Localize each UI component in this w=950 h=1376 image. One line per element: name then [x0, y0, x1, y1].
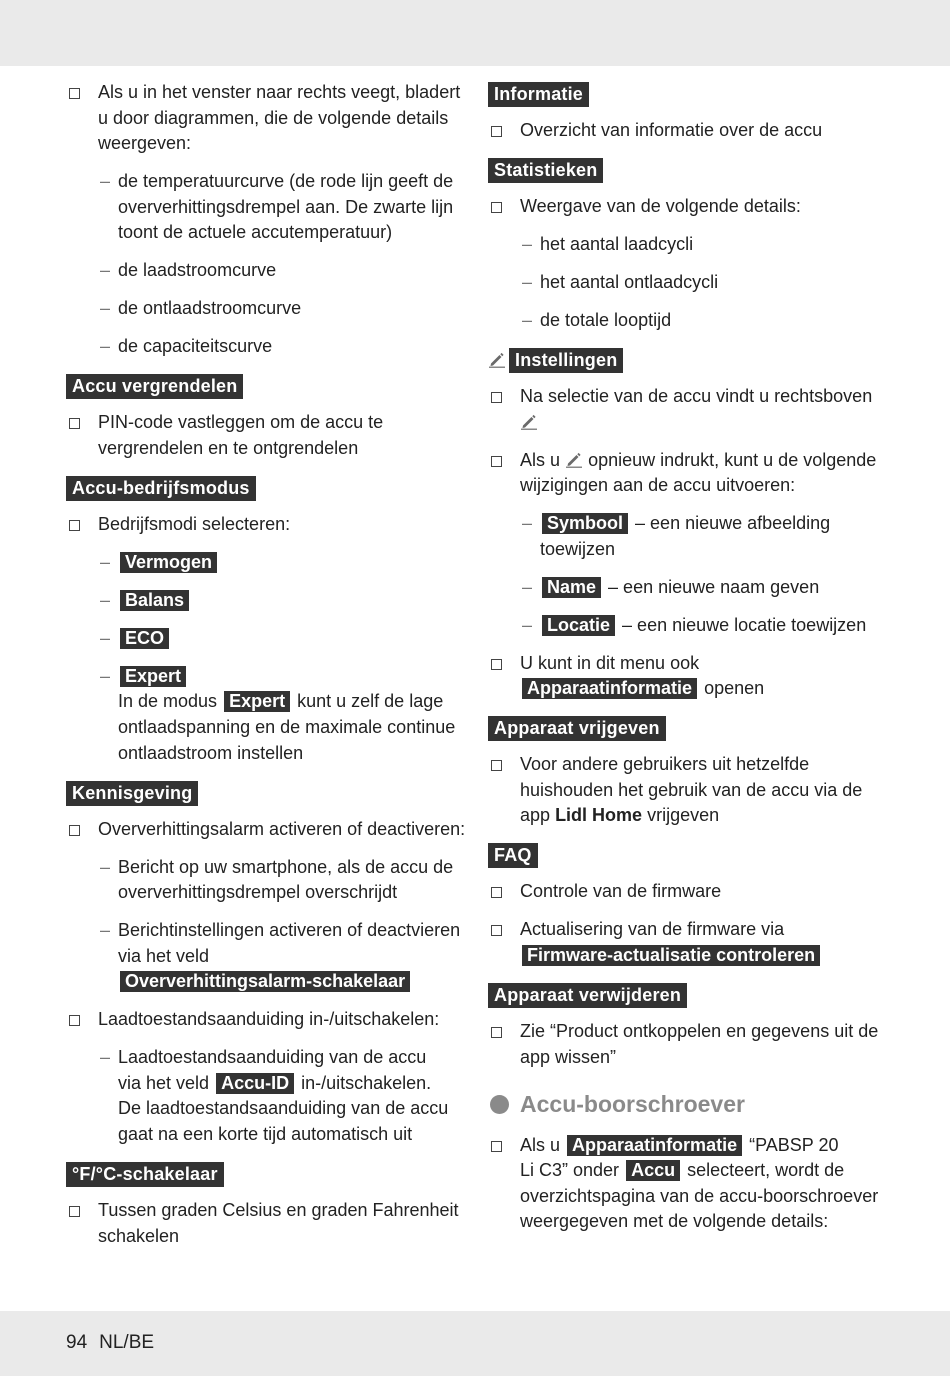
left-column — [66, 80, 466, 1262]
sub-item — [488, 308, 888, 334]
list-item — [488, 194, 888, 220]
text-line: schakelen — [98, 1225, 180, 1246]
text-line: de laadstroomcurve — [118, 260, 277, 281]
inline-tag-expert: Expert — [224, 691, 290, 712]
sub-item — [66, 169, 466, 246]
text-fragment: Als u — [520, 1134, 561, 1155]
list-item — [66, 1007, 466, 1033]
checkbox-bullet-icon — [491, 1027, 502, 1038]
text-line: toont de actuele accutemperatuur) — [118, 222, 393, 243]
mode-tag-vermogen: Vermogen — [120, 552, 217, 573]
text-line: Voor andere gebruikers uit hetzelfde — [520, 754, 810, 775]
inline-tag-firmware-check: Firmware-actualisatie controleren — [522, 945, 820, 966]
checkbox-bullet-icon — [491, 1141, 502, 1152]
sub-item — [488, 613, 888, 639]
checkbox-bullet-icon — [491, 887, 502, 898]
text-fragment: opnieuw indrukt, kunt u de volgende — [588, 449, 877, 470]
text-fragment: kunt u zelf de lage — [297, 691, 444, 712]
dash-bullet: – — [522, 271, 533, 292]
checkbox-bullet-icon — [491, 202, 502, 213]
text-line: oververhittingsdrempel overschrijdt — [118, 882, 398, 903]
text-line: het aantal ontlaadcycli — [540, 271, 719, 292]
list-item — [488, 917, 888, 968]
dash-bullet: – — [100, 856, 111, 877]
text-line: toewijzen — [540, 538, 616, 559]
checkbox-bullet-icon — [69, 88, 80, 99]
list-item — [488, 879, 888, 905]
list-item — [66, 817, 466, 843]
section-header-faq: FAQ — [488, 843, 538, 868]
sub-item — [66, 296, 466, 322]
list-item — [66, 512, 466, 538]
checkbox-bullet-icon — [491, 456, 502, 467]
list-item — [488, 448, 888, 499]
checkbox-bullet-icon — [491, 392, 502, 403]
dash-bullet: – — [100, 260, 111, 281]
text-fragment: Als u — [520, 449, 561, 470]
section-header-mode: Accu-bedrijfsmodus — [66, 476, 256, 501]
text-line: ontlaadspanning en de maximale continue — [118, 717, 456, 737]
text-fragment: “PABSP 20 — [749, 1134, 839, 1155]
sub-item — [66, 855, 466, 906]
sub-item — [66, 334, 466, 360]
section-header-info: Informatie — [488, 82, 589, 107]
text-fragment: vrijgeven — [647, 805, 720, 826]
text-fragment: selecteert, wordt de — [687, 1160, 845, 1181]
section-title-text: Accu-boorschroever — [520, 1090, 745, 1117]
mode-tag-balans: Balans — [120, 590, 189, 611]
list-item — [66, 410, 466, 461]
dash-bullet: – — [100, 298, 111, 319]
text-line: Overzicht van informatie over de accu — [520, 120, 823, 140]
text-line: wijzigingen aan de accu uitvoeren: — [520, 475, 796, 496]
dash-bullet: – — [522, 233, 533, 254]
text-line: U kunt in dit menu ook — [520, 652, 700, 673]
right-column — [488, 80, 888, 1247]
list-item — [66, 1198, 466, 1249]
dash-bullet: – — [100, 665, 111, 686]
dash-bullet: – — [522, 513, 533, 534]
dash-bullet: – — [100, 1047, 111, 1068]
text-line: Oververhittingsalarm activeren of deactiveren: — [98, 818, 466, 839]
dash-bullet: – — [522, 614, 533, 635]
section-header-stats: Statistieken — [488, 158, 603, 183]
text-line: PIN-code vastleggen om de accu te — [98, 412, 384, 433]
checkbox-bullet-icon — [69, 1015, 80, 1026]
list-item — [488, 1133, 888, 1235]
list-item — [66, 80, 466, 157]
dash-bullet: – — [100, 920, 111, 941]
text-fragment: – een nieuwe afbeelding — [635, 513, 831, 534]
text-fragment: – een nieuwe naam geven — [608, 576, 820, 597]
text-line: Laadtoestandsaanduiding van de accu — [118, 1047, 427, 1068]
checkbox-bullet-icon — [69, 520, 80, 531]
pencil-icon — [488, 350, 506, 368]
text-line: Na selectie van de accu vindt u rechtsboven — [520, 385, 873, 406]
sub-item — [488, 270, 888, 296]
dash-bullet: – — [100, 171, 111, 192]
page-number: 94 — [66, 1332, 88, 1353]
list-item — [488, 651, 888, 702]
text-line: Berichtinstellingen activeren of deactvieren — [118, 920, 461, 941]
sub-item — [66, 588, 466, 614]
dash-bullet: – — [100, 627, 111, 648]
text-line: ontlaadstroom instellen — [118, 742, 304, 763]
sub-item — [66, 918, 466, 995]
checkbox-bullet-icon — [69, 825, 80, 836]
sub-item — [66, 258, 466, 284]
sub-item — [488, 232, 888, 258]
text-line: weergeven: — [98, 133, 192, 154]
text-line: Controle van de firmware — [520, 881, 722, 902]
section-header-temp-switch: °F/°C-schakelaar — [66, 1162, 224, 1187]
dash-bullet: – — [522, 309, 533, 330]
dash-bullet: – — [100, 336, 111, 357]
text-line: de ontlaadstroomcurve — [118, 298, 302, 319]
section-header-notify: Kennisgeving — [66, 781, 198, 806]
section-header-release: Apparaat vrijgeven — [488, 716, 666, 741]
section-header-lock: Accu vergrendelen — [66, 374, 243, 399]
pencil-icon — [565, 450, 583, 468]
text-line: De laadtoestandsaanduiding van de accu — [118, 1098, 449, 1119]
section-title-drill — [488, 1083, 888, 1129]
text-line: Laadtoestandsaanduiding in-/uitschakelen: — [98, 1009, 440, 1030]
sub-item — [66, 626, 466, 652]
inline-tag-accu-id: Accu-ID — [216, 1073, 294, 1094]
text-line: de temperatuurcurve (de rode lijn geeft de — [118, 171, 454, 192]
inline-tag-device-info: Apparaatinformatie — [567, 1135, 742, 1156]
inline-tag-overheat-switch: Oververhittingsalarm-schakelaar — [120, 971, 410, 992]
checkbox-bullet-icon — [491, 659, 502, 670]
section-header-remove: Apparaat verwijderen — [488, 983, 687, 1008]
list-item — [488, 384, 888, 435]
text-line: via het veld — [118, 945, 210, 966]
text-fragment: Li C3” onder — [520, 1160, 620, 1181]
checkbox-bullet-icon — [491, 925, 502, 936]
text-line: vergrendelen en te ontgrendelen — [98, 437, 359, 458]
mode-tag-eco: ECO — [120, 628, 169, 649]
sub-item — [488, 575, 888, 601]
list-item — [488, 1019, 888, 1070]
dash-bullet: – — [522, 576, 533, 597]
text-line: Als u in het venster naar rechts veegt, bladert — [98, 82, 461, 102]
inline-tag-locatie: Locatie — [542, 615, 615, 636]
header-band — [0, 0, 950, 66]
text-line: Bericht op uw smartphone, als de accu de — [118, 856, 454, 877]
text-line: gaat na een korte tijd automatisch uit — [118, 1124, 413, 1145]
dash-bullet: – — [100, 551, 111, 572]
app-name: Lidl Home — [555, 805, 643, 826]
text-fragment: via het veld — [118, 1072, 210, 1093]
text-line: Bedrijfsmodi selecteren: — [98, 513, 291, 534]
text-fragment: In de modus — [118, 691, 218, 712]
text-line: weergegeven met de volgende details: — [520, 1211, 829, 1232]
text-line: Zie “Product ontkoppelen en gegevens uit de — [520, 1020, 879, 1041]
text-line: de totale looptijd — [540, 309, 672, 330]
text-line: app wissen” — [520, 1046, 617, 1067]
checkbox-bullet-icon — [69, 1206, 80, 1217]
text-line: oververhittingsdrempel aan. De zwarte lijn — [118, 196, 454, 217]
list-item — [488, 752, 888, 829]
pencil-icon — [520, 412, 538, 430]
text-line: u door diagrammen, die de volgende details — [98, 107, 449, 128]
page-footer — [66, 1331, 154, 1355]
sub-item — [66, 550, 466, 576]
dash-bullet: – — [100, 589, 111, 610]
sub-item — [488, 511, 888, 562]
section-header-settings: Instellingen — [509, 348, 623, 373]
mode-tag-expert: Expert — [120, 666, 186, 687]
list-item — [488, 118, 888, 144]
text-fragment: openen — [704, 678, 765, 699]
text-line: Weergave van de volgende details: — [520, 195, 801, 216]
circle-bullet-icon — [490, 1095, 509, 1114]
inline-tag-symbool: Symbool — [542, 513, 628, 534]
text-fragment: app — [520, 805, 551, 826]
text-line: Actualisering van de firmware via — [520, 919, 785, 940]
inline-tag-name: Name — [542, 577, 601, 598]
text-line: het aantal laadcycli — [540, 233, 694, 254]
text-fragment: in-/uitschakelen. — [301, 1072, 432, 1093]
checkbox-bullet-icon — [69, 418, 80, 429]
checkbox-bullet-icon — [491, 760, 502, 771]
locale-label: NL/BE — [99, 1332, 155, 1353]
sub-item — [66, 1045, 466, 1147]
sub-item — [66, 664, 466, 766]
checkbox-bullet-icon — [491, 126, 502, 137]
inline-tag-accu: Accu — [626, 1160, 680, 1181]
text-fragment: – een nieuwe locatie toewijzen — [622, 614, 867, 635]
inline-tag-device-info: Apparaatinformatie — [522, 678, 697, 699]
text-line: huishouden het gebruik van de accu via de — [520, 779, 863, 800]
text-line: de capaciteitscurve — [118, 336, 273, 357]
text-line: overzichtspagina van de accu-boorschroever — [520, 1185, 879, 1206]
text-line: Tussen graden Celsius en graden Fahrenheit — [98, 1200, 459, 1221]
